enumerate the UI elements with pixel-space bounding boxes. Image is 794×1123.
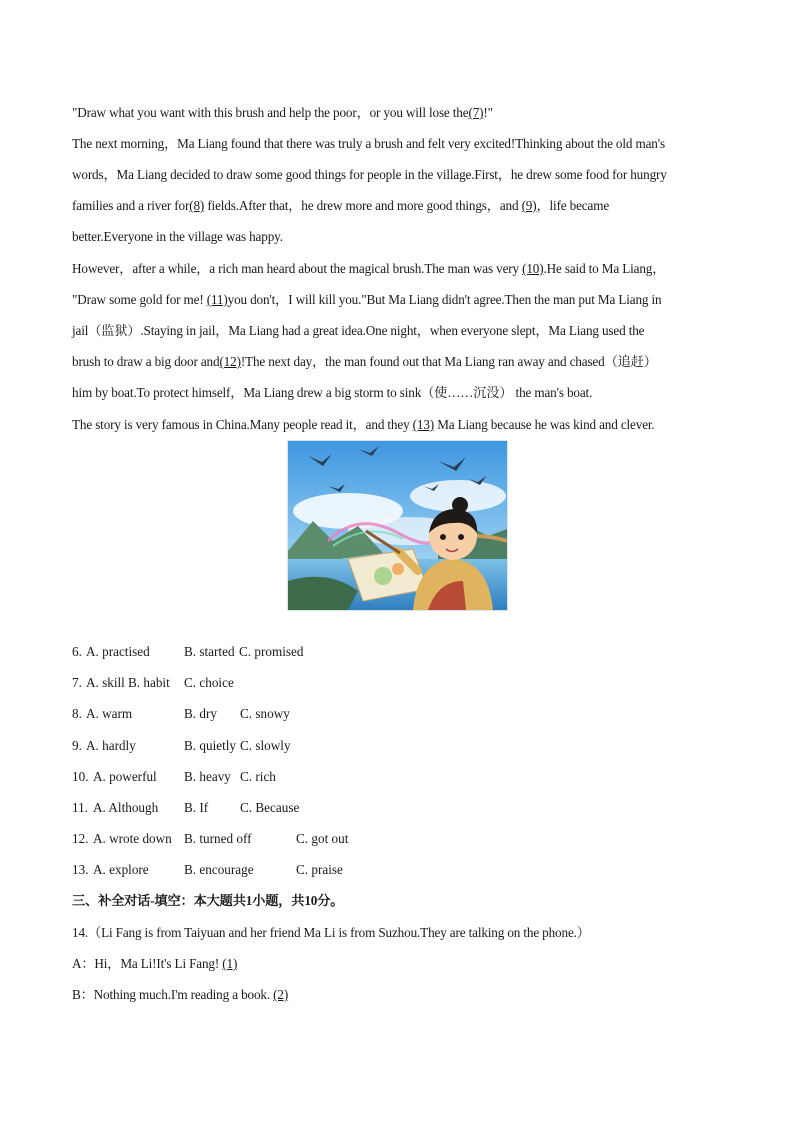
passage-text: "Draw some gold for me! — [72, 292, 207, 307]
question-14-intro: 14.（Li Fang is from Taiyuan and her friend Ma Li is from Suzhou.They are talking on the phone.） — [72, 925, 590, 940]
option-b: B. heavy — [184, 769, 231, 784]
blank-1: (1) — [222, 956, 238, 971]
passage-text: !The next day，the man found out that Ma Liang ran away and chased（追赶） — [240, 354, 657, 369]
option-number: 9. — [72, 738, 82, 753]
option-number: 12. — [72, 831, 89, 846]
blank-10: (10) — [522, 261, 544, 276]
blank-11: (11) — [206, 292, 228, 307]
passage-text: fields.After that，he drew more and more good things，and — [204, 198, 522, 213]
passage-line-9 — [72, 353, 732, 371]
passage-text: Ma Liang because he was kind and clever. — [434, 417, 655, 432]
option-number: 7. — [72, 675, 82, 690]
illustration-svg — [288, 441, 507, 610]
option-b: B. encourage — [184, 862, 254, 877]
option-number: 10. — [72, 769, 89, 784]
option-a: A. explore — [93, 862, 149, 877]
option-a: A. Although — [93, 800, 159, 815]
blank-8: (8) — [189, 198, 205, 213]
passage-text: However，after a while，a rich man heard about the magical brush.The man was very — [72, 261, 523, 276]
passage-line-11 — [72, 416, 732, 434]
option-c: C. praise — [296, 862, 343, 877]
option-a: A. powerful — [93, 769, 157, 784]
passage-line-10: him by boat.To protect himself，Ma Liang drew a big storm to sink（使……沉没） the man's boat. — [72, 385, 593, 400]
passage-line-8: jail（监狱）.Staying in jail，Ma Liang had a great idea.One night，when everyone slept，Ma Liang used the — [72, 323, 645, 338]
passage-text: The story is very famous in China.Many people read it，and they — [72, 417, 413, 432]
scroll-painting — [374, 567, 392, 585]
dialogue-line-b — [72, 986, 732, 1004]
option-b: B. habit — [128, 675, 170, 690]
option-number: 6. — [72, 644, 82, 659]
option-c: C. choice — [184, 675, 234, 690]
option-c: C. snowy — [240, 706, 290, 721]
section-3-heading: 三、补全对话-填空：本大题共1小题，共10分。 — [72, 893, 344, 908]
option-number: 11. — [72, 800, 88, 815]
option-c: C. Because — [240, 800, 300, 815]
passage-text: brush to draw a big door and — [72, 354, 220, 369]
passage-text: !" — [483, 105, 493, 120]
passage-text: .He said to Ma Liang， — [543, 261, 666, 276]
blank-9: (9) — [521, 198, 537, 213]
option-a: A. practised — [86, 644, 150, 659]
dialogue-line-a — [72, 955, 732, 973]
option-c: C. got out — [296, 831, 349, 846]
blank-13: (13) — [412, 417, 435, 432]
passage-line-5: better.Everyone in the village was happy. — [72, 229, 283, 244]
dialogue-text: B：Nothing much.I'm reading a book. — [72, 987, 274, 1002]
passage-line-2: The next morning，Ma Liang found that there was truly a brush and felt very excited!Thinking about the old man's — [72, 136, 665, 151]
passage-line-6 — [72, 260, 732, 278]
passage-line-3: words，Ma Liang decided to draw some good things for people in the village.First，he drew some food for hungry — [72, 167, 667, 182]
option-b: B. If — [184, 800, 209, 815]
dialogue-text: A：Hi，Ma Li!It's Li Fang! — [72, 956, 223, 971]
passage-text: ，life became — [536, 198, 610, 213]
passage-text: families and a river for — [72, 198, 190, 213]
option-a: A. wrote down — [93, 831, 172, 846]
blank-12: (12) — [219, 354, 241, 369]
ma-liang-painting-illustration — [287, 440, 508, 611]
passage-line-4 — [72, 197, 732, 215]
passage-line-7 — [72, 291, 732, 309]
option-b: B. quietly — [184, 738, 237, 753]
option-b: B. dry — [184, 706, 217, 721]
blank-7: (7) — [468, 105, 484, 120]
passage-text: you don't，I will kill you."But Ma Liang didn't agree.Then the man put Ma Liang in — [227, 292, 662, 307]
option-a: A. warm — [86, 706, 133, 721]
option-c: C. slowly — [240, 738, 291, 753]
passage-line-1 — [72, 104, 732, 122]
option-number: 8. — [72, 706, 82, 721]
option-b: B. started — [184, 644, 235, 659]
blank-2: (2) — [273, 987, 289, 1002]
option-c: C. rich — [240, 769, 276, 784]
option-a: A. skill — [86, 675, 125, 690]
option-b: B. turned off — [184, 831, 252, 846]
option-number: 13. — [72, 862, 89, 877]
passage-text: "Draw what you want with this brush and help the poor，or you will lose the — [72, 105, 469, 120]
option-a: A. hardly — [86, 738, 136, 753]
scroll-painting — [392, 563, 404, 575]
option-c: C. promised — [239, 644, 304, 659]
